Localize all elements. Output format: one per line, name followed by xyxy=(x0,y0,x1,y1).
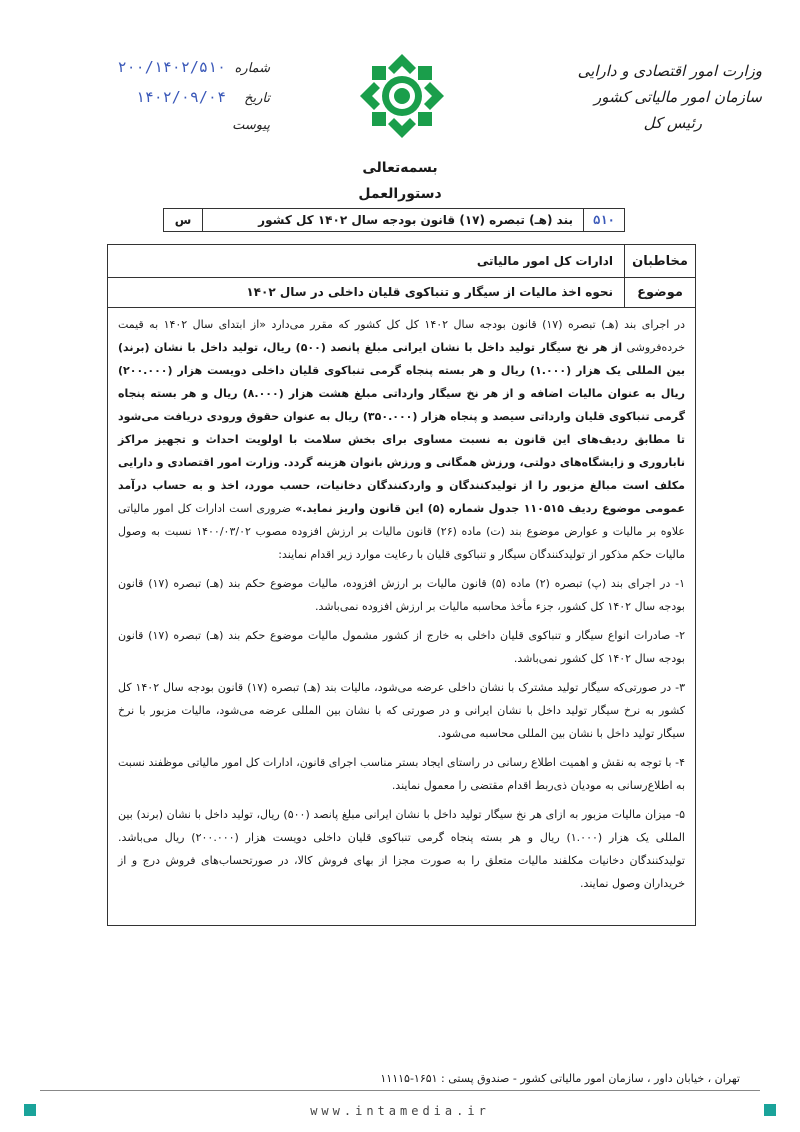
reference-title: بند (هـ) تبصره (۱۷) قانون بودجه سال ۱۴۰۲ کل کشور xyxy=(202,209,583,231)
organization-name: سازمان امور مالیاتی کشور xyxy=(594,88,762,106)
date-label: تاریخ xyxy=(244,91,270,106)
date-value: ۱۴۰۲/۰۹/۰۴ xyxy=(135,88,226,106)
number-value: ۲۰۰/۱۴۰۲/۵۱۰ xyxy=(117,58,226,76)
number-label: شماره xyxy=(234,61,270,76)
intro-tail: ضروری است ادارات کل امور مالیاتی علاوه بر مالیات و عوارض موضوع بند (ت) ماده (۲۶) قانون مالیات بر ارزش افزوده مصوب ۱۴۰۰/۰۳/۰۲ نسبت به وصول مالیات حکم مذکور از تولیدکنندگان سیگار و تنباکوی قلیان با رعایت موارد زیر اقدام نمایند: xyxy=(118,502,685,561)
reference-code: س xyxy=(174,213,192,227)
footer-website: www.intamedia.ir xyxy=(310,1104,490,1118)
ministry-name: وزارت امور اقتصادی و دارایی xyxy=(577,62,762,80)
letter-meta xyxy=(60,58,270,148)
clause-1: ۱- در اجرای بند (پ) تبصره (۲) ماده (۵) قانون مالیات بر ارزش افزوده، مالیات موضوع حکم بند (هـ) تبصره (۱۷) قانون بودجه سال ۱۴۰۲ کل کشور، جزء مأخذ محاسبه مالیات بر ارزش افزوده نمی‌باشد. xyxy=(118,577,686,613)
basmala: بسمه‌تعالی xyxy=(362,160,438,176)
intro-paragraph xyxy=(118,313,685,566)
footer-address: تهران ، خیابان داور ، سازمان امور مالیاتی کشور - صندوق پستی : ۱۶۵۱-۱۱۱۱۵ xyxy=(380,1072,740,1085)
document-body-frame xyxy=(107,244,696,926)
document-text xyxy=(118,313,685,895)
footer-divider xyxy=(40,1090,760,1091)
attachment-row xyxy=(60,118,270,148)
date-row xyxy=(60,88,270,118)
ministry-header xyxy=(542,58,762,136)
head-title: رئیس کل xyxy=(643,114,702,132)
subject-value: نحوه اخذ مالیات از سیگار و تنباکوی قلیان داخلی در سال ۱۴۰۲ xyxy=(246,285,613,299)
reference-number: ۵۱۰ xyxy=(583,209,624,231)
tax-organization-emblem-icon xyxy=(358,52,446,140)
clause-2: ۲- صادرات انواع سیگار و تنباکوی قلیان داخلی به خارج از کشور مشمول مالیات موضوع حکم بند (هـ) تبصره (۱۷) قانون بودجه سال ۱۴۰۲ کل کشور نمی‌باشد. xyxy=(118,629,685,665)
reference-bar xyxy=(163,208,625,232)
intro-plain: در اجرای بند (هـ) تبصره (۱۷) قانون بودجه سال ۱۴۰۲ کل کل کشور که مقرر می‌دارد «از ابتدای سال ۱۴۰۲ به قیمت خرده‌فروشی xyxy=(118,318,685,354)
clause-5: ۵- میزان مالیات مزبور به ازای هر نخ سیگار تولید داخل با نشان ایرانی مبلغ پانصد (۵۰۰) ریال، تولید داخل با نشان (برند) بین المللی یک هزار (۱.۰۰۰) ریال و هر بسته پنجاه گرمی تنباکوی قلیان داخلی دویست هزار (۲۰۰.۰۰۰) ریال می‌باشد. تولیدکنندگان دخانیات مکلفند مالیات متعلق را به صورت مجزا از بهای فروش کالا، در صورتحساب‌های فروش درج و از خریداران وصول نمایند. xyxy=(118,808,685,890)
recipients-row xyxy=(108,245,695,278)
subject-label: موضوع xyxy=(624,277,695,307)
clause-4: ۴- با توجه به نقش و اهمیت اطلاع رسانی در راستای ایجاد بستر مناسب اجرای قانون، ادارات کل امور مالیاتی موظفند نسبت به اطلاع‌رسانی به مودیان ذی‌ربط اقدام مقتضی را معمول نمایند. xyxy=(118,756,685,792)
number-row xyxy=(60,58,270,88)
recipients-value: ادارات کل امور مالیاتی xyxy=(476,254,613,268)
subject-row xyxy=(108,277,695,308)
attachment-label: پیوست xyxy=(232,118,270,133)
clause-3: ۳- در صورتی‌که سیگار تولید مشترک با نشان داخلی عرضه می‌شود، مالیات بند (هـ) تبصره (۱۷) قانون بودجه سال ۱۴۰۲ کل کشور به نرخ سیگار تولید داخل با نشان ایرانی و در صورتی که با نشان بین المللی عرضه می‌شود، مالیات مزبور با نرخ سیگار تولید داخل با نشان بین المللی محاسبه می‌شود. xyxy=(118,681,685,740)
intro-bold: از هر نخ سیگار تولید داخل با نشان ایرانی مبلغ پانصد (۵۰۰) ریال، تولید داخل با نشان (برند) بین المللی یک هزار (۱.۰۰۰) ریال و هر بسته پنجاه گرمی تنباکوی قلیان داخلی دویست هزار (۲۰۰.۰۰۰) ریال به عنوان مالیات اضافه و از هر نخ سیگار وارداتی مبلغ هشت هزار (۸.۰۰۰) ریال و هر بسته پنجاه گرمی تنباکوی قلیان وارداتی سیصد و پنجاه هزار (۳۵۰.۰۰۰) ریال به عنوان حقوق ورودی دریافت می‌شود تا مطابق ردیف‌های این قانون به نسبت مساوی برای بخش سلامت با اولویت احداث و تجهیز مراکز ناباروری و زایشگاه‌های دولتی، ورزش همگانی و ورزش بانوان هزینه گردد. وزارت امور اقتصادی و دارایی مکلف است مبالغ مزبور را از تولیدکنندگان و واردکنندگان دخانیات، حسب مورد، اخذ و به حساب درآمد عمومی موضوع ردیف ۱۱۰۵۱۵ جدول شماره (۵) این قانون واریز نماید.» xyxy=(118,341,686,515)
document-type: دستورالعمل xyxy=(358,186,442,202)
recipients-label: مخاطبان xyxy=(624,245,695,277)
